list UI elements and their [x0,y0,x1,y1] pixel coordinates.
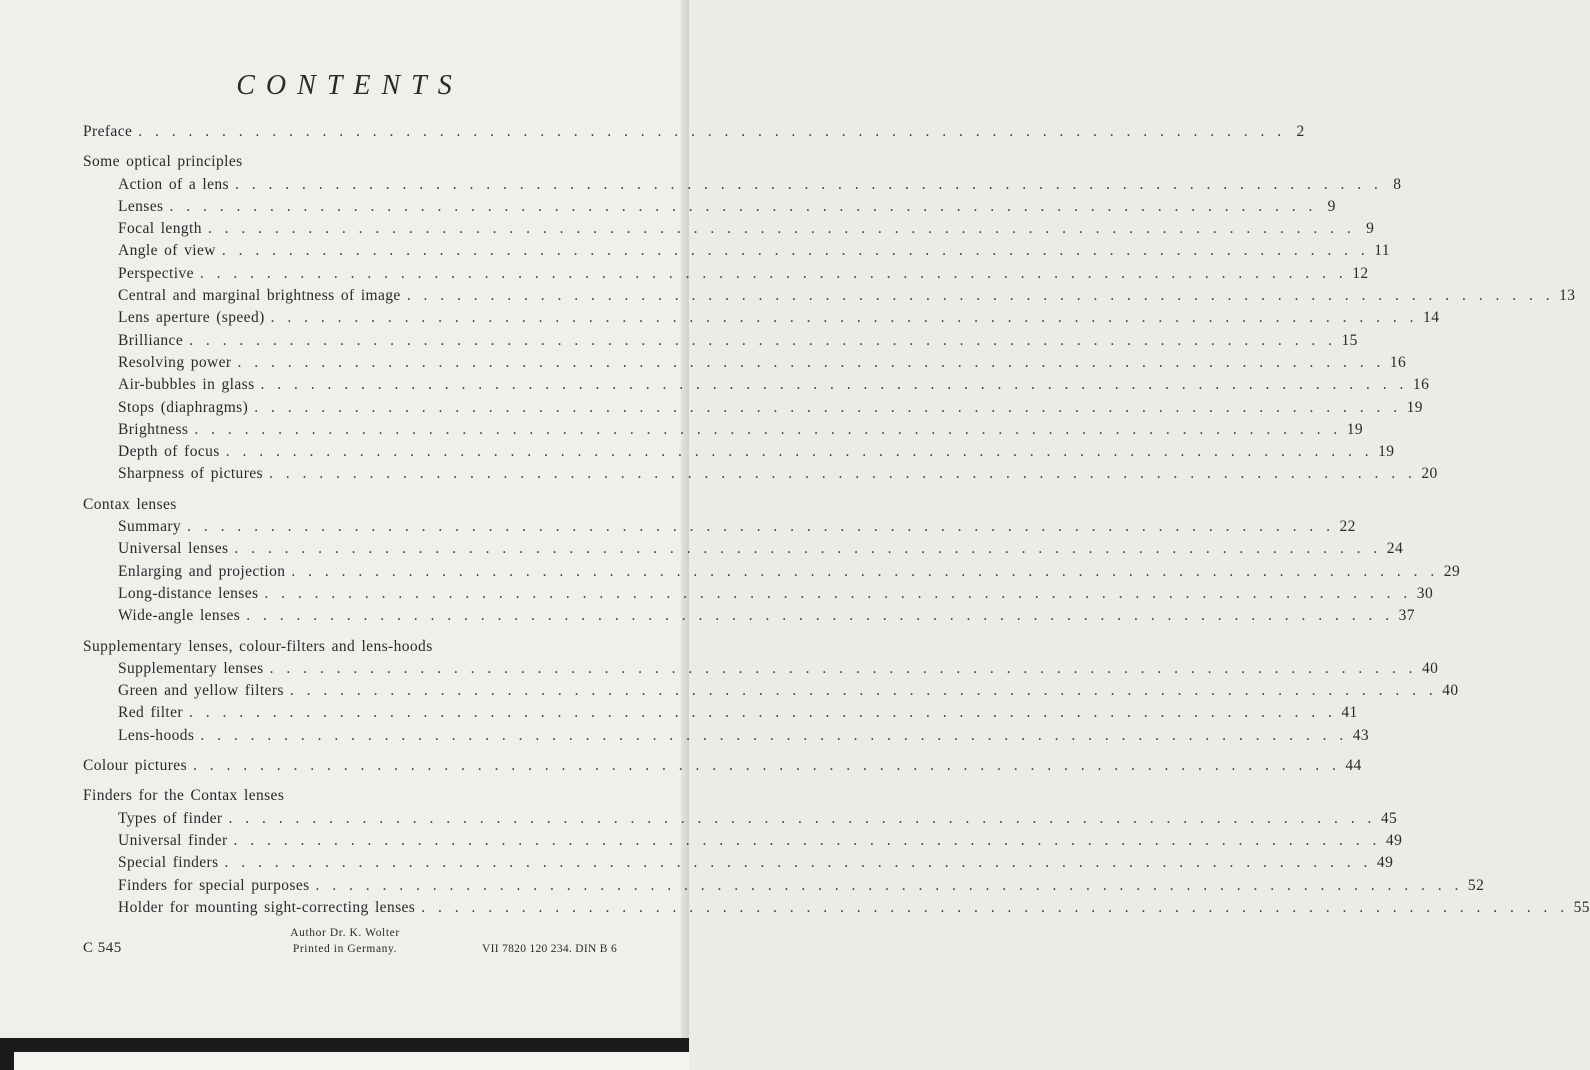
print-reference: VII 7820 120 234. DIN B 6 [482,943,617,955]
toc-entry-page: 12 [1352,264,1369,282]
toc-entry-page: 49 [1376,854,1394,872]
toc-entry [83,607,1415,629]
toc-entry [83,540,1404,562]
toc-section [83,637,1459,749]
toc-entry-page: 9 [1327,197,1336,215]
toc-entry-page: 22 [1339,518,1356,536]
toc-section-heading: Supplementary lenses, colour-filters and lens-hoods [83,637,433,655]
dot-leader: . . . . . . . . . . . . . . . . . . . . . . . . . . . . . . . . . . . . . . . . . . . . . . . . . . . . . . . . . . . . . . . . . . . . . [268,465,1416,483]
toc-entry-page: 44 [1345,757,1362,775]
toc-section [83,123,1305,145]
toc-entry-title: Wide-angle lenses [118,607,241,625]
toc-entry-title: Focal length [118,220,202,238]
dot-leader: . . . . . . . . . . . . . . . . . . . . . . . . . . . . . . . . . . . . . . . . . . . . . . . . . . . . . . . . . . . . . . . . . . . . . [225,443,1373,461]
toc-entry-title: Brilliance [118,331,184,349]
toc-entry-page: 49 [1385,831,1403,849]
toc-entry-title: Special finders [118,854,219,872]
toc-entry [83,443,1395,465]
dot-leader: . . . . . . . . . . . . . . . . . . . . . . . . . . . . . . . . . . . . . . . . . . . . . . . . . . . . . . . . . . . . . . . . . . . . . [233,831,1380,849]
dot-leader: . . . . . . . . . . . . . . . . . . . . . . . . . . . . . . . . . . . . . . . . . . . . . . . . . . . . . . . . . . . . . . . . . . . . . [200,726,1347,744]
dot-leader: . . . . . . . . . . . . . . . . . . . . . . . . . . . . . . . . . . . . . . . . . . . . . . . . . . . . . . . . . . . . . . . . . . . . . [264,584,1411,602]
toc-entry-page: 2 [1296,123,1305,140]
toc-entry [83,584,1434,607]
toc-entry [83,376,1430,398]
toc-entry [83,264,1369,287]
toc-entry-title: Angle of view [118,242,216,260]
dot-leader: . . . . . . . . . . . . . . . . . . . . . . . . . . . . . . . . . . . . . . . . . . . . . . . . . . . . . . . . . . . . . . . . . . . . . [199,264,1347,282]
dot-leader: . . . . . . . . . . . . . . . . . . . . . . . . . . . . . . . . . . . . . . . . . . . . . . . . . . . . . . . . . . . . . . . . . . . . . [270,309,1418,327]
toc-entry [83,898,1590,921]
toc-entry-page: 15 [1341,331,1358,349]
toc-entry [83,398,1423,421]
dot-leader: . . . . . . . . . . . . . . . . . . . . . . . . . . . . . . . . . . . . . . . . . . . . . . . . . . . . . . . . . . . . . . . . . . . . . [315,876,1462,894]
toc-entry [83,242,1390,264]
dot-leader: . . . . . . . . . . . . . . . . . . . . . . . . . . . . . . . . . . . . . . . . . . . . . . . . . . . . . . . . . . . . . . . . . . . . . [237,353,1384,371]
toc-entry-page: 16 [1389,353,1407,371]
toc-entry-title: Holder for mounting sight-correcting lenses [118,898,416,916]
toc-entry [83,197,1336,220]
toc-entry [83,465,1438,487]
toc-entry [83,518,1356,540]
dot-leader: . . . . . . . . . . . . . . . . . . . . . . . . . . . . . . . . . . . . . . . . . . . . . . . . . . . . . . . . . . . . . . . . . . . . . [291,562,1438,580]
toc-entry-title: Lenses [118,197,164,215]
toc-entry-title: Preface [83,123,133,140]
toc-entry [83,220,1375,242]
toc-section-entry [83,757,1362,779]
table-of-contents [83,123,1590,929]
toc-entry-page: 9 [1366,220,1375,238]
toc-section-heading: Some optical principles [83,153,243,171]
toc-entry [83,420,1363,443]
toc-section-entry [83,123,1305,145]
toc-entry-title: Red filter [118,704,183,722]
toc-section [83,495,1461,630]
toc-entry [83,831,1403,854]
toc-entry-page: 20 [1421,465,1438,483]
toc-entry [83,659,1439,682]
dot-leader: . . . . . . . . . . . . . . . . . . . . . . . . . . . . . . . . . . . . . . . . . . . . . . . . . . . . . . . . . . . . . . . . . . . . . [234,540,1381,558]
dot-leader: . . . . . . . . . . . . . . . . . . . . . . . . . . . . . . . . . . . . . . . . . . . . . . . . . . . . . . . . . . . . . . . . . . . . . [260,376,1407,394]
toc-entry [83,854,1394,876]
toc-entry-title: Universal lenses [118,540,229,558]
toc-entry-title: Universal finder [118,831,228,849]
toc-entry [83,331,1358,354]
toc-section [83,153,1576,487]
dot-leader: . . . . . . . . . . . . . . . . . . . . . . . . . . . . . . . . . . . . . . . . . . . . . . . . . . . . . . . . . . . . . . . . . . . . . [194,420,1341,438]
toc-section-heading: Contax lenses [83,495,177,513]
toc-entry [83,876,1485,899]
toc-entry-title: Lens-hoods [118,726,195,744]
toc-entry [83,726,1370,749]
toc-entry-title: Colour pictures [83,757,187,775]
toc-entry-title: Action of a lens [118,175,229,193]
toc-entry-page: 14 [1423,309,1440,327]
scan-background [0,1052,689,1070]
dot-leader: . . . . . . . . . . . . . . . . . . . . . . . . . . . . . . . . . . . . . . . . . . . . . . . . . . . . . . . . . . . . . . . . . . . . . [254,398,1401,416]
toc-entry-page: 13 [1559,287,1576,305]
toc-entry-page: 30 [1416,584,1434,602]
toc-entry-page: 43 [1352,726,1370,744]
toc-section [83,787,1590,921]
toc-entry-title: Enlarging and projection [118,562,286,580]
toc-entry-page: 55 [1573,898,1590,916]
catalog-code: C 545 [83,940,122,956]
toc-entry [83,562,1461,585]
toc-section [83,757,1362,779]
dot-leader: . . . . . . . . . . . . . . . . . . . . . . . . . . . . . . . . . . . . . . . . . . . . . . . . . . . . . . . . . . . . . . . . . . . . . [187,518,1334,536]
toc-entry-page: 40 [1421,659,1439,677]
dot-leader: . . . . . . . . . . . . . . . . . . . . . . . . . . . . . . . . . . . . . . . . . . . . . . . . . . . . . . . . . . . . . . . . . . . . . [246,607,1393,625]
dot-leader: . . . . . . . . . . . . . . . . . . . . . . . . . . . . . . . . . . . . . . . . . . . . . . . . . . . . . . . . . . . . . . . . . . . . . [188,704,1336,722]
printed-line: Printed in Germany. [292,943,398,955]
toc-entry [83,353,1407,376]
toc-entry-page: 45 [1380,809,1398,827]
toc-entry-page: 29 [1443,562,1461,580]
toc-entry-page: 40 [1442,682,1459,700]
dot-leader: . . . . . . . . . . . . . . . . . . . . . . . . . . . . . . . . . . . . . . . . . . . . . . . . . . . . . . . . . . . . . . . . . . . . . [421,898,1568,916]
page-title: CONTENTS [236,70,463,101]
toc-entry-title: Finders for special purposes [118,876,310,894]
toc-entry-title: Green and yellow filters [118,682,284,700]
toc-entry-title: Perspective [118,264,194,282]
toc-entry-page: 19 [1406,398,1423,416]
dot-leader: . . . . . . . . . . . . . . . . . . . . . . . . . . . . . . . . . . . . . . . . . . . . . . . . . . . . . . . . . . . . . . . . . . . . . [193,757,1340,775]
toc-entry-page: 24 [1386,540,1404,558]
toc-entry-title: Long-distance lenses [118,584,259,602]
toc-entry-title: Sharpness of pictures [118,465,263,483]
toc-entry-page: 41 [1341,704,1358,722]
toc-section-heading: Finders for the Contax lenses [83,787,285,805]
dot-leader: . . . . . . . . . . . . . . . . . . . . . . . . . . . . . . . . . . . . . . . . . . . . . . . . . . . . . . . . . . . . . . . . . . . . . [406,287,1554,305]
dot-leader: . . . . . . . . . . . . . . . . . . . . . . . . . . . . . . . . . . . . . . . . . . . . . . . . . . . . . . . . . . . . . . . . . . . . . [207,220,1355,238]
dot-leader: . . . . . . . . . . . . . . . . . . . . . . . . . . . . . . . . . . . . . . . . . . . . . . . . . . . . . . . . . . . . . . . . . . . . . [138,123,1285,140]
toc-entry-title: Supplementary lenses [118,659,264,677]
toc-entry [83,809,1398,832]
dot-leader: . . . . . . . . . . . . . . . . . . . . . . . . . . . . . . . . . . . . . . . . . . . . . . . . . . . . . . . . . . . . . . . . . . . . . [269,659,1416,677]
dot-leader: . . . . . . . . . . . . . . . . . . . . . . . . . . . . . . . . . . . . . . . . . . . . . . . . . . . . . . . . . . . . . . . . . . . . . [189,331,1336,349]
toc-entry [83,175,1402,198]
toc-entry-title: Resolving power [118,353,232,371]
scan-border [0,1038,689,1052]
toc-entry [83,309,1440,331]
toc-entry-title: Stops (diaphragms) [118,398,249,416]
toc-entry-title: Summary [118,518,182,536]
toc-entry-page: 19 [1378,443,1395,461]
dot-leader: . . . . . . . . . . . . . . . . . . . . . . . . . . . . . . . . . . . . . . . . . . . . . . . . . . . . . . . . . . . . . . . . . . . . . [234,175,1382,193]
dot-leader: . . . . . . . . . . . . . . . . . . . . . . . . . . . . . . . . . . . . . . . . . . . . . . . . . . . . . . . . . . . . . . . . . . . . . [228,809,1375,827]
author-line: Author Dr. K. Wolter [290,927,400,939]
toc-entry [83,704,1358,726]
dot-leader: . . . . . . . . . . . . . . . . . . . . . . . . . . . . . . . . . . . . . . . . . . . . . . . . . . . . . . . . . . . . . . . . . . . . . [169,197,1316,215]
toc-entry-title: Air-bubbles in glass [118,376,255,394]
toc-entry-page: 37 [1398,607,1415,625]
toc-entry-title: Lens aperture (speed) [118,309,265,327]
toc-entry-title: Central and marginal brightness of image [118,287,401,305]
dot-leader: . . . . . . . . . . . . . . . . . . . . . . . . . . . . . . . . . . . . . . . . . . . . . . . . . . . . . . . . . . . . . . . . . . . . . [224,854,1371,872]
toc-entry-title: Depth of focus [118,443,220,461]
toc-entry-title: Brightness [118,420,189,438]
dot-leader: . . . . . . . . . . . . . . . . . . . . . . . . . . . . . . . . . . . . . . . . . . . . . . . . . . . . . . . . . . . . . . . . . . . . . [221,242,1369,260]
dot-leader: . . . . . . . . . . . . . . . . . . . . . . . . . . . . . . . . . . . . . . . . . . . . . . . . . . . . . . . . . . . . . . . . . . . . . [289,682,1437,700]
toc-entry [83,287,1576,309]
toc-entry-title: Types of finder [118,809,223,827]
scan-corner [0,1052,14,1070]
toc-entry-page: 11 [1374,242,1390,260]
toc-entry [83,682,1459,704]
toc-entry-page: 16 [1412,376,1430,394]
toc-entry-page: 52 [1467,876,1485,894]
toc-entry-page: 19 [1346,420,1363,438]
toc-entry-page: 8 [1393,175,1402,193]
